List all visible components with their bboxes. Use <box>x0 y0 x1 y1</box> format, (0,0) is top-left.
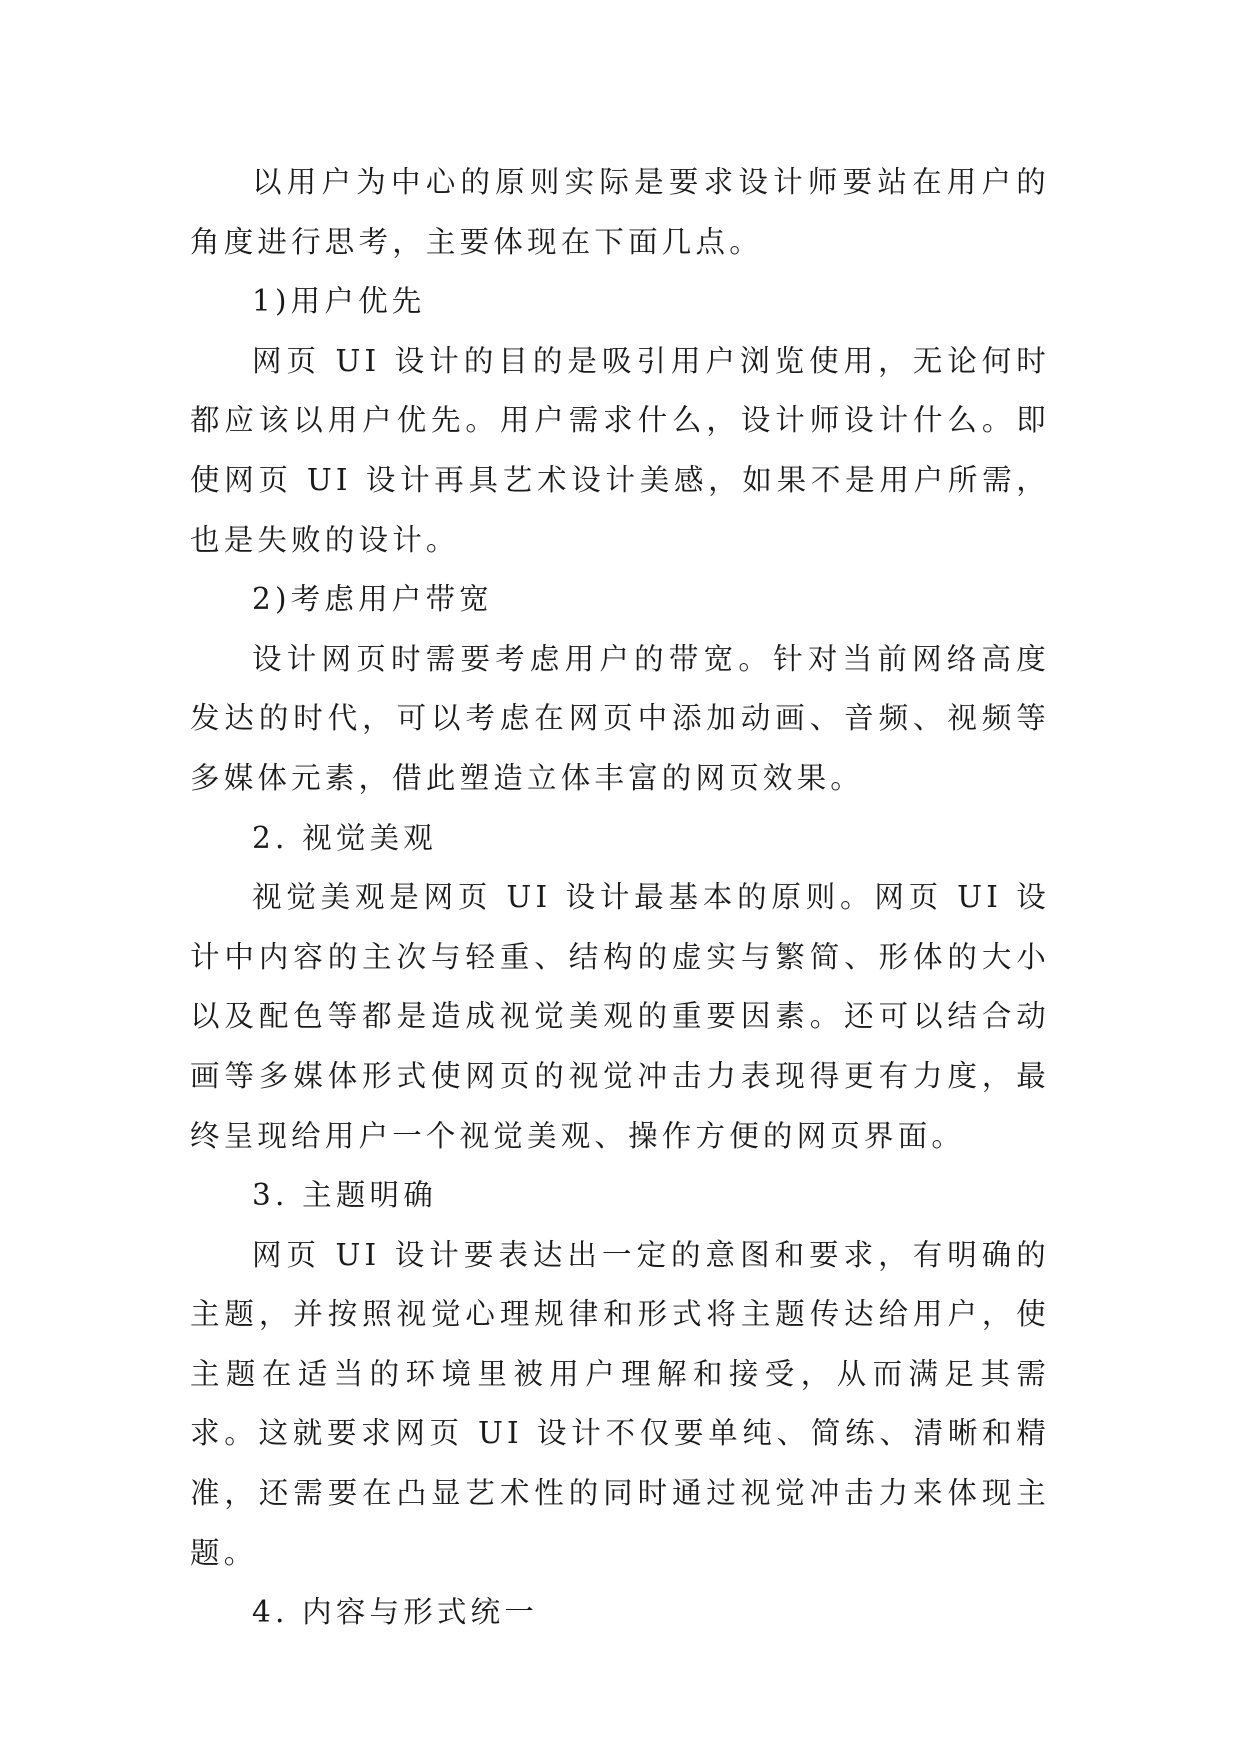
paragraph-user-priority: 网页 UI 设计的目的是吸引用户浏览使用，无论何时都应该以用户优先。用户需求什么，设计师设计什么。即使网页 UI 设计再具艺术设计美感，如果不是用户所需，也是失败的设计。 <box>190 343 1050 557</box>
paragraph-user-bandwidth: 设计网页时需要考虑用户的带宽。针对当前网络高度发达的时代，可以考虑在网页中添加动画、音频、视频等多媒体元素，借此塑造立体丰富的网页效果。 <box>190 641 1050 795</box>
section-heading-content-form-unity: 4. 内容与形式统一 <box>252 1595 539 1630</box>
section-heading-clear-theme: 3. 主题明确 <box>252 1178 437 1213</box>
paragraph-visual-aesthetics: 视觉美观是网页 UI 设计最基本的原则。网页 UI 设计中内容的主次与轻重、结构的虚实与繁简、形体的大小以及配色等都是造成视觉美观的重要因素。还可以结合动画等多媒体形式使网页的视觉冲击力表现得更有力度，最终呈现给用户一个视觉美观、操作方便的网页界面。 <box>190 880 1050 1153</box>
subheading-user-priority: 1)用户优先 <box>252 284 426 319</box>
paragraph-clear-theme: 网页 UI 设计要表达出一定的意图和要求，有明确的主题，并按照视觉心理规律和形式将主题传达给用户，使主题在适当的环境里被用户理解和接受，从而满足其需求。这就要求网页 UI 设计不仅要单纯、简练、清晰和精准，还需要在凸显艺术性的同时通过视觉冲击力来体现主题。 <box>190 1237 1050 1570</box>
subheading-user-bandwidth: 2)考虑用户带宽 <box>252 582 493 617</box>
document-body <box>190 153 1050 1643</box>
paragraph-user-centered-intro: 以用户为中心的原则实际是要求设计师要站在用户的角度进行思考，主要体现在下面几点。 <box>190 165 1050 259</box>
section-heading-visual-aesthetics: 2. 视觉美观 <box>252 820 437 855</box>
